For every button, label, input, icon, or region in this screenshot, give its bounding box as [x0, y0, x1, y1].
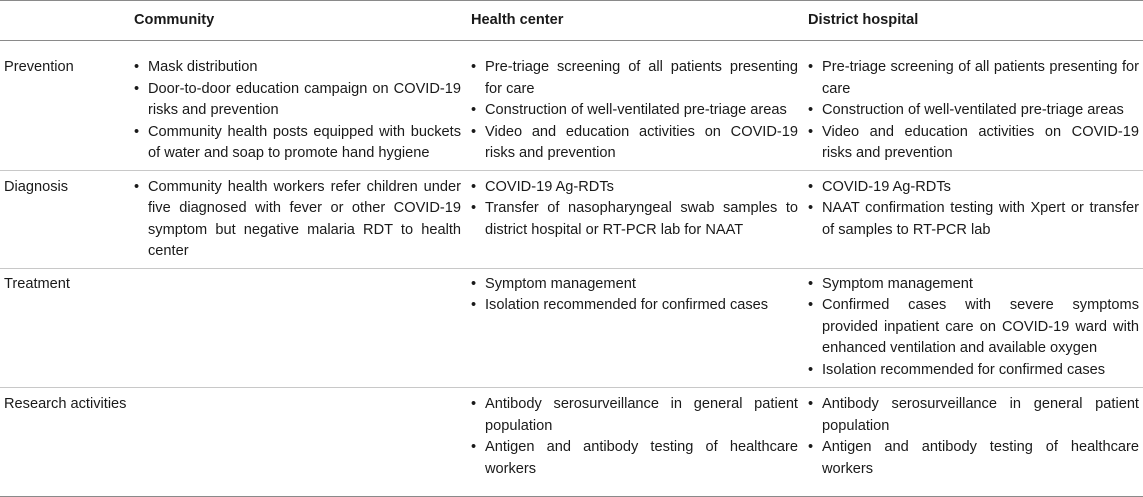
table-row — [0, 41, 1143, 171]
header-row — [0, 1, 1143, 41]
list-item: • Symptom management — [467, 274, 798, 296]
list-item: • Construction of well-ventilated pre-triage areas — [804, 100, 1139, 122]
table-row — [0, 268, 1143, 388]
cell-community — [130, 41, 467, 171]
cell-community — [130, 268, 467, 388]
list-item: • COVID-19 Ag-RDTs — [804, 177, 1139, 199]
list-item: • Antibody serosurveillance in general patient population — [467, 394, 798, 437]
bullet-list — [804, 274, 1139, 382]
cell-community — [130, 170, 467, 268]
list-item: • Antibody serosurveillance in general patient population — [804, 394, 1139, 437]
list-item: • NAAT confirmation testing with Xpert or transfer of samples to RT-PCR lab — [804, 198, 1139, 241]
list-item: • Confirmed cases with severe symptoms provided inpatient care on COVID-19 ward with enhanced ventilation and available oxygen — [804, 295, 1139, 360]
row-label-treatment: Treatment — [0, 268, 130, 388]
list-item: • Isolation recommended for confirmed cases — [467, 295, 798, 317]
cell-community — [130, 388, 467, 497]
bullet-list — [467, 177, 798, 242]
bullet-list — [467, 274, 798, 317]
row-label-research-activities: Research activities — [0, 388, 130, 497]
bullet-list — [804, 177, 1139, 242]
bullet-list — [804, 57, 1139, 165]
cell-health-center — [467, 41, 804, 171]
list-item: • Antigen and antibody testing of healthcare workers — [467, 437, 798, 480]
list-item: • COVID-19 Ag-RDTs — [467, 177, 798, 199]
row-label-prevention: Prevention — [0, 41, 130, 171]
cell-health-center — [467, 268, 804, 388]
cell-district-hospital — [804, 41, 1143, 171]
list-item: • Pre-triage screening of all patients presenting for care — [467, 57, 798, 100]
table-row — [0, 388, 1143, 497]
list-item: • Community health workers refer children under five diagnosed with fever or other COVID-19 symptom but negative malaria RDT to health center — [130, 177, 461, 263]
table-row — [0, 170, 1143, 268]
cell-health-center — [467, 388, 804, 497]
list-item: • Mask distribution — [130, 57, 461, 79]
list-item: • Video and education activities on COVID-19 risks and prevention — [804, 122, 1139, 165]
cell-district-hospital — [804, 268, 1143, 388]
bullet-list — [467, 394, 798, 480]
list-item: • Transfer of nasopharyngeal swab samples to district hospital or RT-PCR lab for NAAT — [467, 198, 798, 241]
cell-district-hospital — [804, 388, 1143, 497]
bullet-list — [130, 177, 461, 263]
header-health-center: Health center — [467, 1, 804, 41]
header-community: Community — [130, 1, 467, 41]
list-item: • Antigen and antibody testing of healthcare workers — [804, 437, 1139, 480]
cell-health-center — [467, 170, 804, 268]
row-label-diagnosis: Diagnosis — [0, 170, 130, 268]
list-item: • Video and education activities on COVID-19 risks and prevention — [467, 122, 798, 165]
bullet-list — [130, 57, 461, 165]
header-blank — [0, 1, 130, 41]
list-item: • Symptom management — [804, 274, 1139, 296]
cell-district-hospital — [804, 170, 1143, 268]
list-item: • Pre-triage screening of all patients presenting for care — [804, 57, 1139, 100]
list-item: • Isolation recommended for confirmed cases — [804, 360, 1139, 382]
header-district-hospital: District hospital — [804, 1, 1143, 41]
bullet-list — [467, 57, 798, 165]
bullet-list — [804, 394, 1139, 480]
list-item: • Construction of well-ventilated pre-triage areas — [467, 100, 798, 122]
list-item: • Community health posts equipped with buckets of water and soap to promote hand hygiene — [130, 122, 461, 165]
list-item: • Door-to-door education campaign on COVID-19 risks and prevention — [130, 79, 461, 122]
